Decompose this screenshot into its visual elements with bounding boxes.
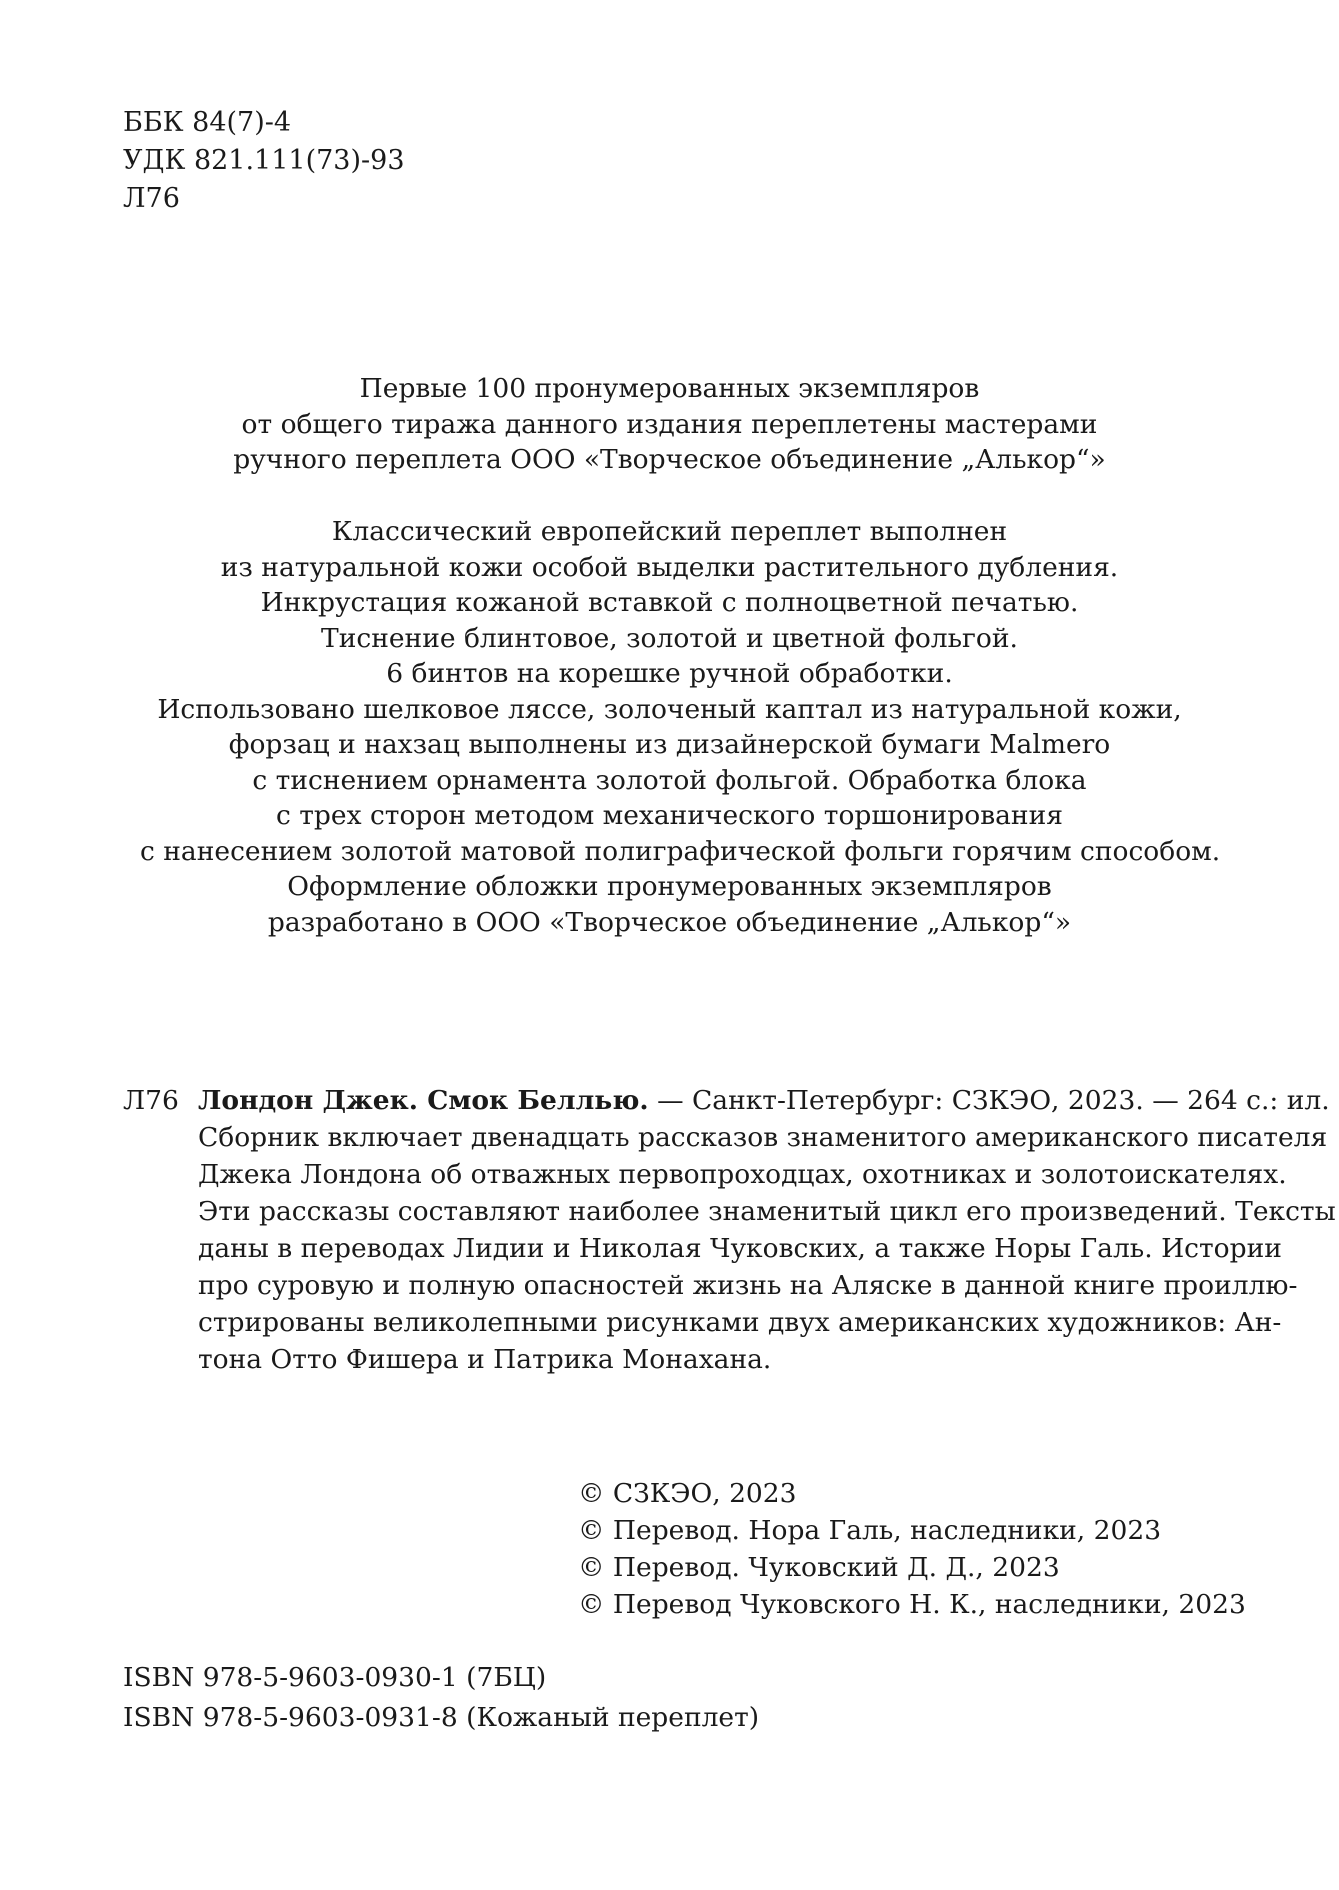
annotation-line: даны в переводах Лидии и Николая Чуковских, а также Норы Галь. Истории — [198, 1233, 1282, 1264]
annotation-line: стрированы великолепными рисунками двух американских художников: Ан- — [198, 1307, 1282, 1338]
binding-description — [140, 514, 1221, 940]
copyright-line: © Перевод Чуковского Н. К., наследники, 2023 — [578, 1589, 1246, 1620]
author-title: Лондон Джек. Смок Беллью. — [198, 1085, 649, 1116]
copyright-line: © СЗКЭО, 2023 — [578, 1478, 797, 1509]
imprint: — Санкт-Петербург: СЗКЭО, 2023. — 264 с.: ил. — [648, 1085, 1330, 1116]
binding-line: форзац и нахзац выполнены из дизайнерской бумаги Malmero — [228, 729, 1111, 760]
binding-line: Использовано шелковое ляссе, золоченый каптал из натуральной кожи, — [157, 693, 1182, 725]
binding-line: разработано в ООО «Творческое объединение „Алькор“» — [267, 906, 1072, 938]
annotation-line: Джека Лондона об отважных первопроходцах, охотниках и золотоискателях. — [198, 1159, 1287, 1190]
isbn-line: ISBN 978-5-9603-0931-8 (Кожаный переплет) — [123, 1702, 760, 1733]
binding-line: Инкрустация кожаной вставкой с полноцветной печатью. — [260, 587, 1079, 618]
binding-line: Тиснение блинтовое, золотой и цветной фольгой. — [321, 622, 1018, 654]
note-line: ручного переплета ООО «Творческое объединение „Алькор“» — [233, 444, 1106, 475]
annotation-line: про суровую и полную опасностей жизнь на Аляске в данной книге проиллю- — [198, 1270, 1298, 1301]
copyright-block — [578, 1475, 1246, 1623]
binding-line: Оформление обложки пронумерованных экземпляров — [287, 871, 1052, 902]
numbered-copies-note — [140, 371, 1199, 478]
copyright-line: © Перевод. Нора Галь, наследники, 2023 — [578, 1515, 1162, 1546]
bbk-code: ББК 84(7)-4 — [123, 107, 292, 138]
classification-codes — [123, 104, 405, 218]
binding-line: с нанесением золотой матовой полиграфической фольги горячим способом. — [140, 835, 1221, 867]
binding-line: 6 бинтов на корешке ручной обработки. — [386, 658, 953, 689]
note-line: Первые 100 пронумерованных экземпляров — [359, 373, 980, 404]
entry-heading-line — [198, 1082, 1330, 1119]
entry-text — [198, 1082, 1336, 1378]
annotation-line: Сборник включает двенадцать рассказов знаменитого американского писателя — [198, 1122, 1328, 1153]
annotation-line: тона Отто Фишера и Патрика Монахана. — [198, 1344, 772, 1375]
binding-line: с тиснением орнамента золотой фольгой. Обработка блока — [252, 764, 1087, 796]
annotation-line: Эти рассказы составляют наиболее знаменитый цикл его произведений. Тексты — [198, 1196, 1336, 1227]
entry-code: Л76 — [123, 1085, 179, 1116]
copyright-line: © Перевод. Чуковский Д. Д., 2023 — [578, 1552, 1060, 1583]
note-line: от общего тиража данного издания переплетены мастерами — [241, 408, 1098, 440]
isbn-block — [123, 1658, 759, 1738]
isbn-line: ISBN 978-5-9603-0930-1 (7БЦ) — [123, 1662, 547, 1693]
binding-line: из натуральной кожи особой выделки растительного дубления. — [220, 551, 1119, 583]
binding-line: с трех сторон методом механического торшонирования — [276, 800, 1063, 831]
author-mark: Л76 — [123, 183, 180, 214]
binding-line: Классический европейский переплет выполнен — [331, 516, 1008, 547]
udk-code: УДК 821.111(73)-93 — [123, 145, 405, 176]
